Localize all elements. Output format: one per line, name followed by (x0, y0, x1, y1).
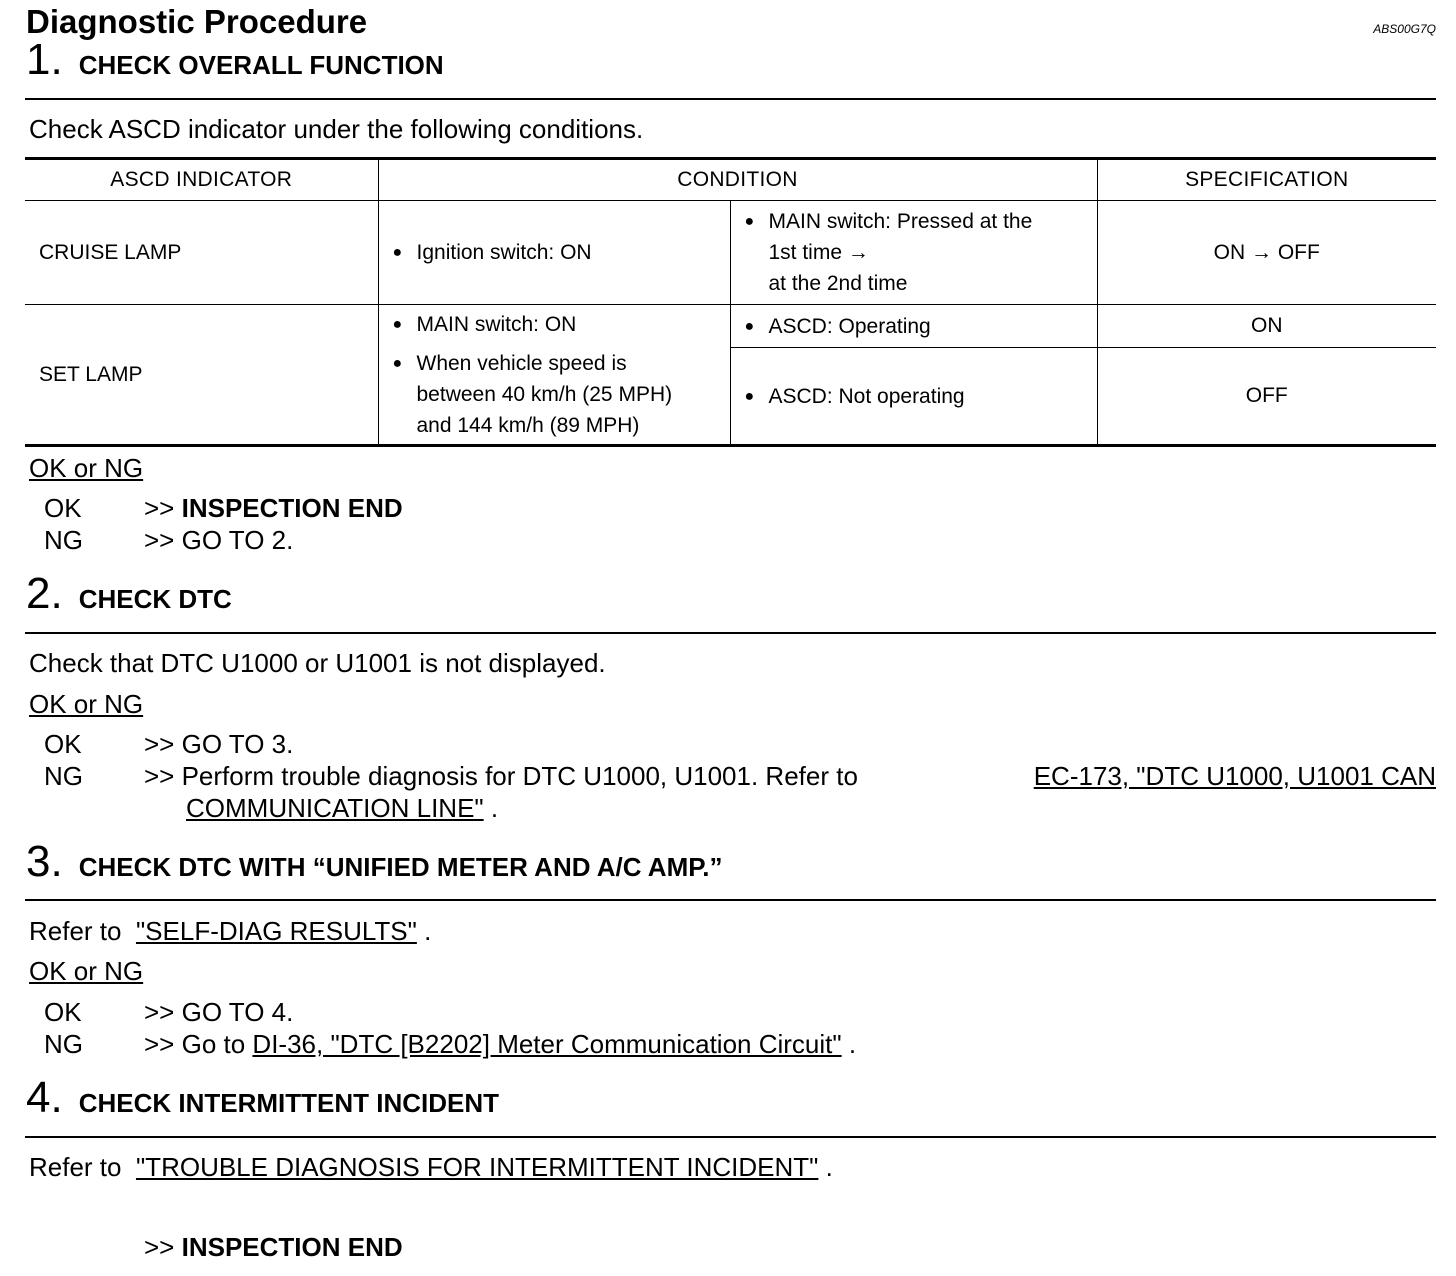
step-title: CHECK OVERALL FUNCTION (78, 50, 444, 80)
column-header: CONDITION (378, 159, 1097, 201)
specification-cell: ON (1097, 305, 1436, 348)
step-2-text: Check that DTC U1000 or U1001 is not displayed. (29, 648, 606, 678)
link-ec-173-cont[interactable]: COMMUNICATION LINE" (186, 793, 484, 823)
link-di-36[interactable]: DI-36, "DTC [B2202] Meter Communication Circuit" (252, 1029, 842, 1059)
result-ok-label: OK (44, 997, 82, 1027)
document-code: ABS00G7Q (1373, 22, 1436, 36)
ok-or-ng-heading: OK or NG (29, 689, 144, 719)
bullet-icon: ● (744, 317, 755, 335)
result-ng-label: NG (44, 761, 83, 791)
step-4-text: Refer to "TROUBLE DIAGNOSIS FOR INTERMITTENT INCIDENT" . (29, 1152, 833, 1182)
bullet-icon: ● (744, 387, 755, 405)
indicator-name: SET LAMP (25, 305, 378, 446)
bullet-icon: ● (392, 244, 403, 261)
result-ok-action: >> INSPECTION END (144, 493, 403, 523)
page-title: Diagnostic Procedure (26, 3, 368, 40)
result-ok-action: >> GO TO 3. (144, 729, 294, 759)
bullet-icon: ● (744, 213, 755, 230)
result-ng-label: NG (44, 1029, 83, 1059)
step-title: CHECK DTC (78, 584, 232, 614)
result-ng-action: >> GO TO 2. (144, 525, 294, 555)
step-1-heading: 1. CHECK OVERALL FUNCTION (26, 35, 444, 84)
result-ng-label: NG (44, 525, 83, 555)
bullet-icon: ● (392, 355, 403, 372)
ascd-indicator-table (25, 157, 1436, 447)
step-number: 4 (26, 1073, 51, 1122)
step-title: CHECK INTERMITTENT INCIDENT (78, 1088, 500, 1118)
step-4-heading: 4. CHECK INTERMITTENT INCIDENT (26, 1073, 500, 1122)
condition-cell: ● MAIN switch: Pressed at the 1st time → at the 2nd time (730, 201, 1097, 305)
step-1-text: Check ASCD indicator under the following conditions. (29, 114, 644, 144)
table-header-row (25, 159, 1436, 201)
step-3-text: Refer to "SELF-DIAG RESULTS" . (29, 916, 432, 946)
step-number: 2 (26, 569, 51, 618)
specification-cell: ON → OFF (1097, 201, 1436, 305)
ok-or-ng-heading: OK or NG (29, 956, 144, 986)
column-header: ASCD INDICATOR (25, 159, 378, 201)
final-result: >> INSPECTION END (144, 1232, 403, 1262)
result-ng-action: >> Go to DI-36, "DTC [B2202] Meter Communication Circuit" . (144, 1029, 857, 1059)
step-3-heading: 3. CHECK DTC WITH “UNIFIED METER AND A/C AMP.” (26, 837, 723, 886)
table-row-cruise-lamp (25, 201, 1436, 305)
condition-cell: ● Ignition switch: ON (378, 201, 730, 305)
step-title: CHECK DTC WITH “UNIFIED METER AND A/C AMP.” (78, 852, 723, 882)
divider (25, 1136, 1436, 1138)
table-row-set-lamp (25, 305, 1436, 348)
link-intermittent-incident[interactable]: "TROUBLE DIAGNOSIS FOR INTERMITTENT INCIDENT" (135, 1152, 819, 1182)
condition-cell: ● MAIN switch: ON ● When vehicle speed is between 40 km/h (25 MPH) and 144 km/h (89 MPH) (378, 305, 730, 446)
divider (25, 632, 1436, 634)
bullet-icon: ● (392, 316, 403, 333)
divider (25, 98, 1436, 100)
result-ng-action-cont: COMMUNICATION LINE" . (186, 793, 499, 823)
link-self-diag-results[interactable]: "SELF-DIAG RESULTS" (135, 916, 417, 946)
result-ng-action: >> Perform trouble diagnosis for DTC U1000, U1001. Refer to EC-173, "DTC U1000, U1001 CAN (144, 761, 1436, 791)
specification-cell: OFF (1097, 348, 1436, 446)
link-ec-173[interactable]: EC-173, "DTC U1000, U1001 CAN (1033, 761, 1436, 791)
column-header: SPECIFICATION (1097, 159, 1436, 201)
step-2-heading: 2. CHECK DTC (26, 569, 232, 618)
step-number: 1 (26, 35, 51, 84)
condition-cell: ● ASCD: Operating (730, 305, 1097, 348)
result-ok-label: OK (44, 493, 82, 523)
ok-or-ng-heading: OK or NG (29, 453, 144, 483)
condition-cell: ● ASCD: Not operating (730, 348, 1097, 446)
step-number: 3 (26, 837, 51, 886)
divider (25, 899, 1436, 901)
indicator-name: CRUISE LAMP (25, 201, 378, 305)
result-ok-label: OK (44, 729, 82, 759)
result-ok-action: >> GO TO 4. (144, 997, 294, 1027)
